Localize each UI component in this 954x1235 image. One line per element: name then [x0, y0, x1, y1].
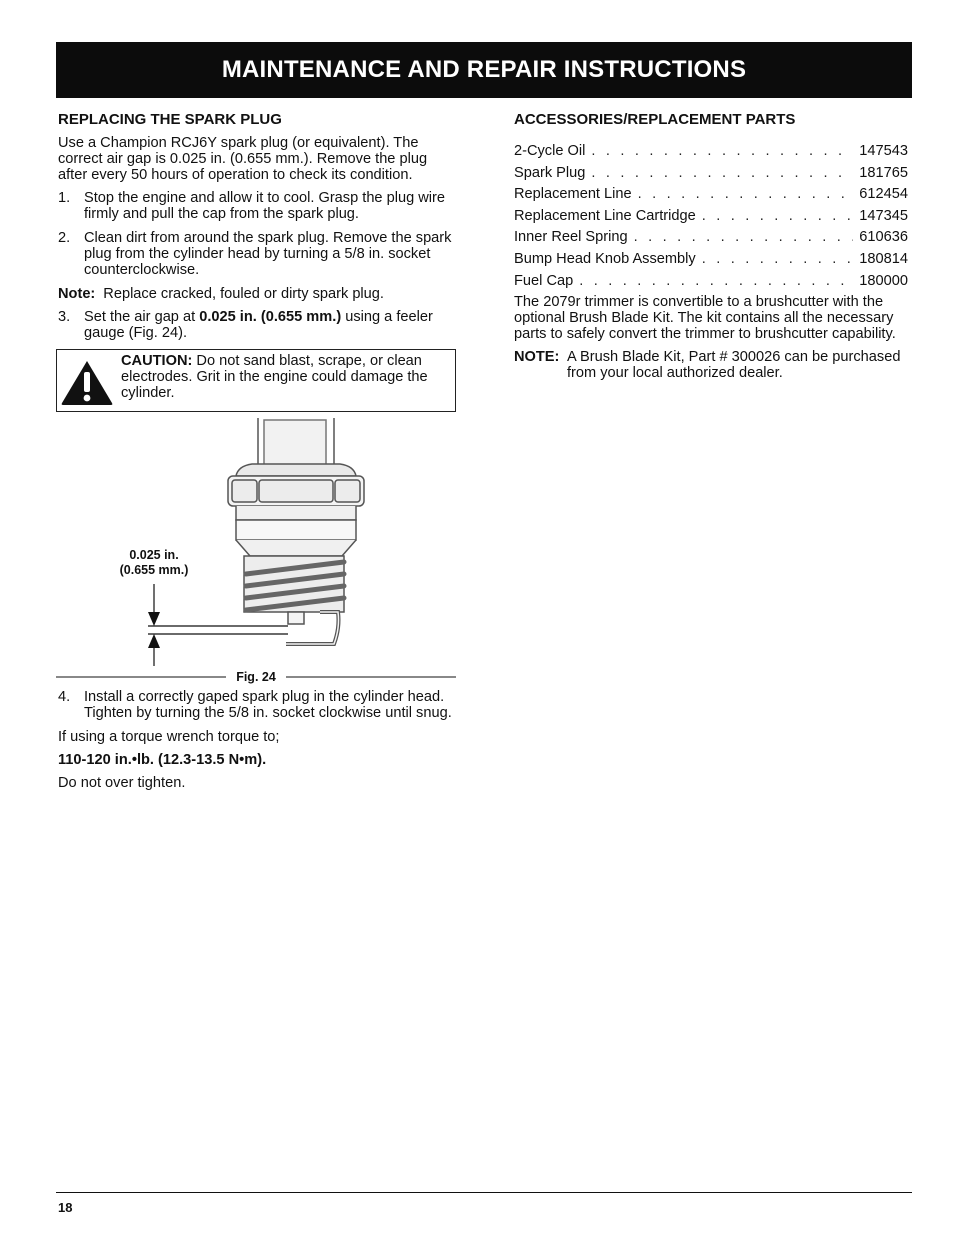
step-gap-value: 0.025 in. (0.655 mm.) [199, 309, 342, 325]
step-2 [58, 230, 456, 278]
note-text: Replace cracked, fouled or dirty spark plug. [103, 286, 384, 302]
step-text: Clean dirt from around the spark plug. Remove the spark plug from the cylinder head by turning a 5/8 in. socket counterclockwise. [84, 230, 452, 278]
brush-kit-note [514, 349, 908, 381]
left-column [58, 111, 456, 412]
step-4 [58, 689, 456, 721]
parts-list-item [514, 251, 908, 273]
torque-warning: Do not over tighten. [58, 775, 186, 791]
caution-body: Do not sand blast, scrape, or clean electrodes. Grit in the engine could damage the cylinder. [121, 353, 428, 401]
part-name: Bump Head Knob Assembly [514, 250, 696, 267]
part-name: Replacement Line Cartridge [514, 207, 696, 224]
footer-divider [56, 1192, 912, 1193]
part-number: 610636 [859, 229, 908, 246]
torque-intro: If using a torque wrench torque to; [58, 729, 280, 745]
page-header-banner [56, 42, 912, 98]
parts-list-item [514, 186, 908, 208]
page-number: 18 [58, 1200, 73, 1215]
left-column-continued [58, 689, 456, 798]
leader-dots [702, 208, 854, 224]
step-3 [58, 309, 456, 341]
leader-dots [634, 229, 854, 245]
caution-text [121, 353, 445, 401]
step-text: Install a correctly gaped spark plug in the cylinder head. Tighten by turning the 5/8 in. socket clockwise until snug. [84, 689, 452, 721]
part-number: 180814 [859, 250, 908, 267]
part-name: Inner Reel Spring [514, 229, 628, 246]
right-column [514, 111, 908, 381]
caution-box [56, 349, 456, 412]
step-text-post: using a feeler gauge (Fig. 24). [84, 309, 433, 341]
section-heading-spark-plug: REPLACING THE SPARK PLUG [58, 111, 282, 128]
intro-paragraph: Use a Champion RCJ6Y spark plug (or equivalent). The correct air gap is 0.025 in. (0.655 mm.). Remove the plug after every 50 hours of operation to check its condition. [58, 135, 428, 183]
step-text: Stop the engine and allow it to cool. Grasp the plug wire firmly and pull the cap from the spark plug. [84, 190, 446, 222]
section-heading-parts: ACCESSORIES/REPLACEMENT PARTS [514, 111, 796, 128]
part-number: 612454 [859, 186, 908, 203]
spark-plug-figure [56, 416, 456, 688]
step-number: 1. [58, 190, 71, 206]
leader-dots [579, 273, 853, 289]
step-number: 2. [58, 230, 71, 246]
parts-list-item [514, 208, 908, 230]
leader-dots [638, 186, 854, 202]
note-label: Note: [58, 286, 96, 302]
step-text-pre: Set the air gap at [84, 309, 200, 325]
gap-label-mm: (0.655 mm.) [119, 563, 189, 577]
leader-dots [591, 143, 853, 159]
parts-list-item [514, 273, 908, 295]
step-1 [58, 190, 456, 222]
part-number: 147345 [859, 207, 908, 224]
parts-list-item [514, 165, 908, 187]
brushcutter-paragraph: The 2079r trimmer is convertible to a brushcutter with the optional Brush Blade Kit. The kit contains all the necessary parts to safely convert the trimmer to brushcutter capability. [514, 294, 896, 343]
parts-list [514, 143, 908, 294]
part-number: 180000 [859, 272, 908, 289]
figure-caption: Fig. 24 [236, 670, 276, 684]
step-number: 4. [58, 689, 71, 705]
part-name: Replacement Line [514, 186, 632, 203]
note-text: A Brush Blade Kit, Part # 300026 can be purchased from your local authorized dealer. [567, 349, 901, 382]
part-number: 147543 [859, 143, 908, 159]
warning-triangle-icon [59, 358, 115, 406]
step-number: 3. [58, 309, 71, 325]
gap-label-inches: 0.025 in. [129, 548, 179, 562]
parts-list-item [514, 229, 908, 251]
torque-value: 110-120 in.•lb. (12.3-13.5 N•m). [58, 752, 267, 768]
caution-label: CAUTION: [121, 353, 193, 369]
leader-dots [591, 165, 853, 181]
part-name: 2-Cycle Oil [514, 143, 586, 159]
page-title: MAINTENANCE AND REPAIR INSTRUCTIONS [221, 56, 747, 83]
part-number: 181765 [859, 164, 908, 181]
part-name: Spark Plug [514, 164, 586, 181]
part-name: Fuel Cap [514, 272, 574, 289]
note [58, 286, 456, 302]
parts-list-item [514, 143, 908, 165]
step-text [84, 309, 456, 341]
leader-dots [702, 251, 854, 267]
note-label: NOTE: [514, 349, 560, 366]
